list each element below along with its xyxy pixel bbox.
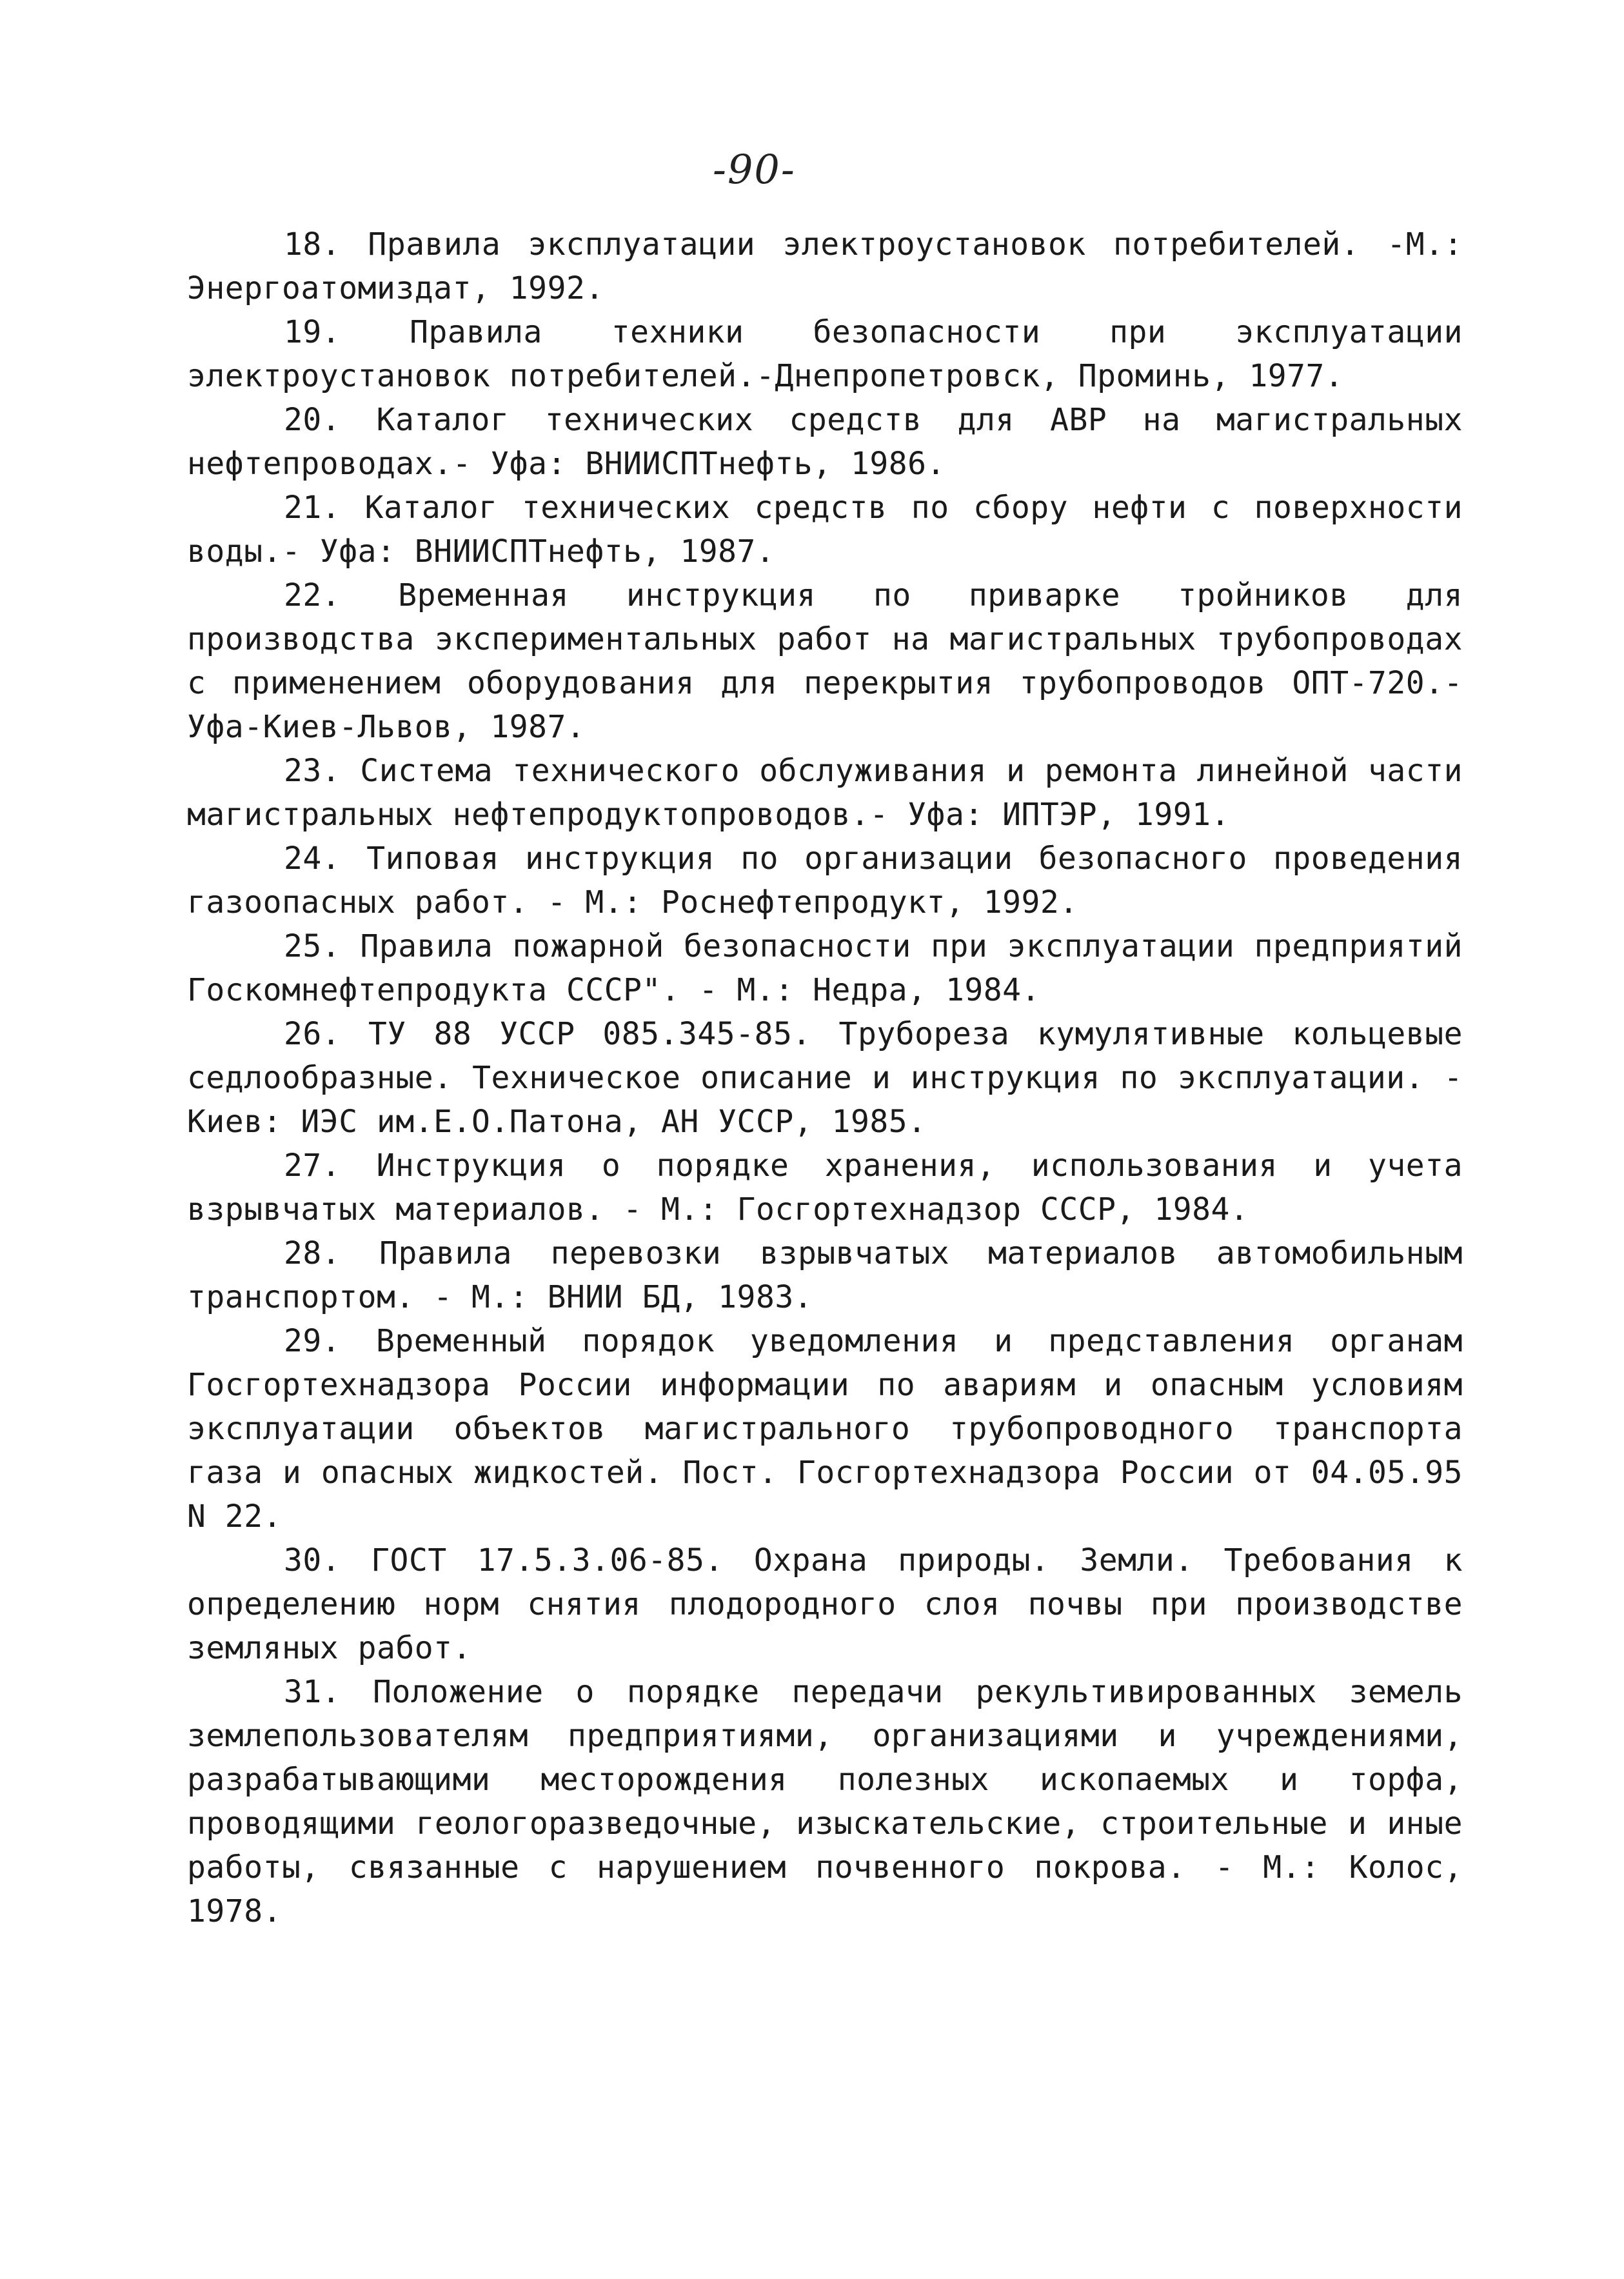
entry-text: Инструкция о порядке хранения, использования и учета взрывчатых материалов. - М.: Госгортехнадзор СССР, 1984. [187,1148,1463,1228]
entry-number: 29. [284,1323,341,1359]
bibliography-entry [187,398,1463,486]
bibliography-list [187,223,1463,1933]
bibliography-entry [187,837,1463,924]
bibliography-entry [187,573,1463,749]
entry-number: 26. [284,1016,341,1052]
entry-number: 24. [284,841,341,877]
entry-text: Временный порядок уведомления и представления органам Госгортехнадзора России информации по авариям и опасным условиям эксплуатации объектов магистрального трубопроводного транспорта газа и опасных жидкостей. Пост. Госгортехнадзора России от 04.05.95 N 22. [187,1323,1463,1535]
entry-text: Правила эксплуатации электроустановок потребителей. -М.: Энергоатомиздат, 1992. [187,226,1463,306]
entry-text: Типовая инструкция по организации безопасного проведения газоопасных работ. - М.: Роснефтепродукт, 1992. [187,841,1463,921]
bibliography-entry [187,1670,1463,1933]
entry-number: 21. [284,490,341,526]
entry-number: 20. [284,402,341,438]
bibliography-entry [187,1319,1463,1538]
entry-text: Каталог технических средств для АВР на магистральных нефтепроводах.- Уфа: ВНИИСПТнефть, 1986. [187,402,1463,482]
bibliography-entry [187,1012,1463,1144]
entry-text: ГОСТ 17.5.3.06-85. Охрана природы. Земли. Требования к определению норм снятия плодородного слоя почвы при производстве земляных работ. [187,1542,1463,1666]
entry-number: 23. [284,753,341,789]
bibliography-entry [187,1231,1463,1319]
entry-text: Правила техники безопасности при эксплуатации электроустановок потребителей.-Днепропетровск, Проминь, 1977. [187,314,1463,394]
entry-number: 28. [284,1235,341,1271]
bibliography-entry [187,486,1463,573]
entry-text: Положение о порядке передачи рекультивированных земель землепользователям предприятиями, организациями и учреждениями, разрабатывающими месторождения полезных ископаемых и торфа, проводящими геологоразведочные, изыскательские, строительные и иные работы, связанные с нарушением почвенного покрова. - М.: Колос, 1978. [187,1674,1463,1929]
bibliography-entry [187,1144,1463,1231]
bibliography-entry [187,1538,1463,1670]
bibliography-entry [187,924,1463,1012]
entry-text: Правила перевозки взрывчатых материалов автомобильным транспортом. - М.: ВНИИ БД, 1983. [187,1235,1463,1315]
entry-text: Временная инструкция по приварке тройников для производства экспериментальных работ на магистральных трубопроводах с применением оборудования для перекрытия трубопроводов ОПТ-720.-Уфа-Киев-Львов, 1987. [187,577,1463,745]
entry-number: 30. [284,1542,341,1578]
bibliography-entry [187,310,1463,398]
entry-number: 31. [284,1674,341,1710]
bibliography-entry [187,749,1463,837]
entry-number: 27. [284,1148,341,1184]
entry-text: Правила пожарной безопасности при эксплуатации предприятий Госкомнефтепродукта СССР". - М.: Недра, 1984. [187,928,1463,1008]
entry-text: Система технического обслуживания и ремонта линейной части магистральных нефтепродуктопроводов.- Уфа: ИПТЭР, 1991. [187,753,1463,833]
entry-number: 19. [284,314,341,350]
entry-number: 22. [284,577,341,613]
page-number: -90- [713,146,796,193]
bibliography-entry [187,223,1463,310]
entry-number: 25. [284,928,341,964]
entry-text: Каталог технических средств по сбору нефти с поверхности воды.- Уфа: ВНИИСПТнефть, 1987. [187,490,1463,570]
entry-text: ТУ 88 УССР 085.345-85. Трубореза кумулятивные кольцевые седлообразные. Техническое описание и инструкция по эксплуатации. - Киев: ИЭС им.Е.О.Патона, АН УССР, 1985. [187,1016,1463,1140]
entry-number: 18. [284,226,341,263]
